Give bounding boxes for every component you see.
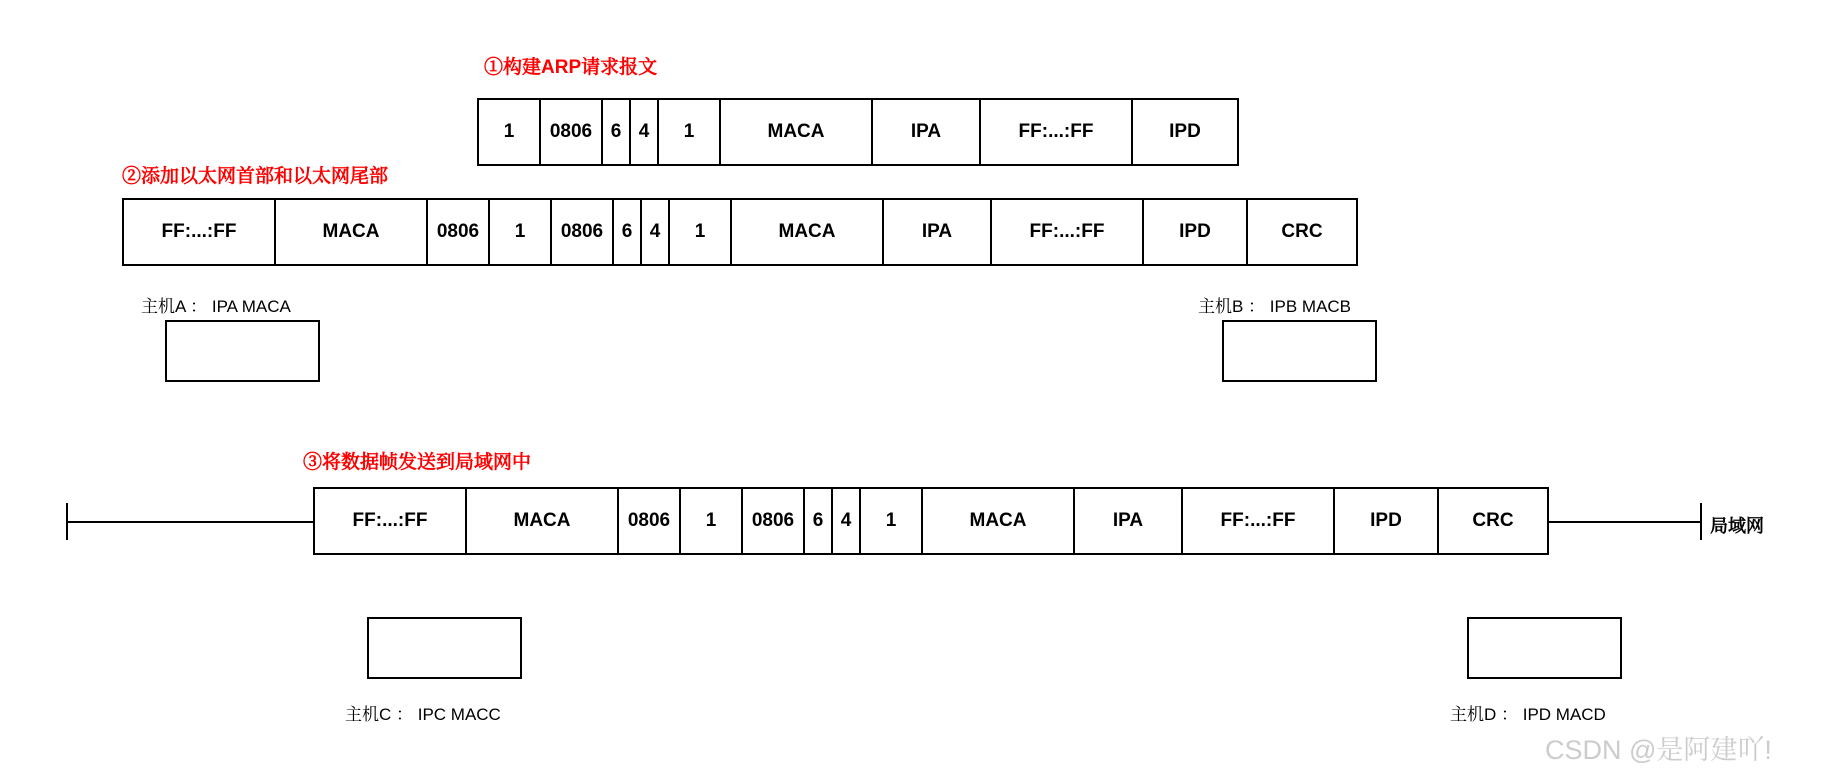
lan-right-tick xyxy=(1700,503,1702,540)
frame-field: 0806 xyxy=(541,100,603,164)
frame-field: MACA xyxy=(276,200,428,264)
frame-field: 0806 xyxy=(428,200,490,264)
frame-field: FF:...:FF xyxy=(124,200,276,264)
arp-request-packet xyxy=(477,98,1239,166)
frame-field: 0806 xyxy=(619,489,681,553)
frame-field: CRC xyxy=(1472,510,1514,531)
frame-field: 4 xyxy=(642,200,670,264)
host-b-label: 主机B ： IPB MACB xyxy=(1198,297,1352,316)
watermark: CSDN @是阿建吖! xyxy=(1545,735,1772,765)
host-a-label: 主机A ： IPA MACA xyxy=(141,297,291,316)
host-b-box xyxy=(1222,320,1377,382)
frame-field: MACA xyxy=(732,200,884,264)
frame-field: 1 xyxy=(490,200,552,264)
frame-field: MACA xyxy=(923,489,1075,553)
frame-field: 1 xyxy=(479,100,541,164)
host-d-box xyxy=(1467,617,1622,679)
frame-field: 0806 xyxy=(552,200,614,264)
frame-field: MACA xyxy=(467,489,619,553)
frame-field: FF:...:FF xyxy=(315,489,467,553)
step3-label: ③将数据帧发送到局域网中 xyxy=(303,452,532,473)
sent-ethernet-frame xyxy=(313,487,1549,555)
lan-label: 局域网 xyxy=(1710,516,1764,536)
frame-field: 1 xyxy=(659,100,721,164)
frame-field: FF:...:FF xyxy=(981,100,1133,164)
frame-field: 1 xyxy=(681,489,743,553)
frame-field: 6 xyxy=(805,489,833,553)
frame-field: 0806 xyxy=(743,489,805,553)
frame-field: 1 xyxy=(861,489,923,553)
host-a-box xyxy=(165,320,320,382)
frame-field: MACA xyxy=(721,100,873,164)
frame-field: IPD xyxy=(1144,200,1248,264)
frame-field: IPD xyxy=(1335,489,1439,553)
ethernet-frame xyxy=(122,198,1358,266)
lan-left-tick xyxy=(66,503,68,540)
frame-field: 6 xyxy=(614,200,642,264)
step2-label: ②添加以太网首部和以太网尾部 xyxy=(122,166,389,187)
frame-field: 4 xyxy=(631,100,659,164)
frame-field: FF:...:FF xyxy=(1183,489,1335,553)
frame-field: IPA xyxy=(1075,489,1183,553)
host-d-label: 主机D ： IPD MACD xyxy=(1450,705,1606,724)
frame-field: IPD xyxy=(1169,121,1201,142)
host-c-label: 主机C ： IPC MACC xyxy=(345,705,501,724)
step1-label: ①构建ARP请求报文 xyxy=(484,57,658,78)
frame-field: 1 xyxy=(670,200,732,264)
frame-field: 6 xyxy=(603,100,631,164)
host-c-box xyxy=(367,617,522,679)
frame-field: CRC xyxy=(1281,221,1323,242)
frame-field: IPA xyxy=(873,100,981,164)
frame-field: IPA xyxy=(884,200,992,264)
frame-field: 4 xyxy=(833,489,861,553)
frame-field: FF:...:FF xyxy=(992,200,1144,264)
